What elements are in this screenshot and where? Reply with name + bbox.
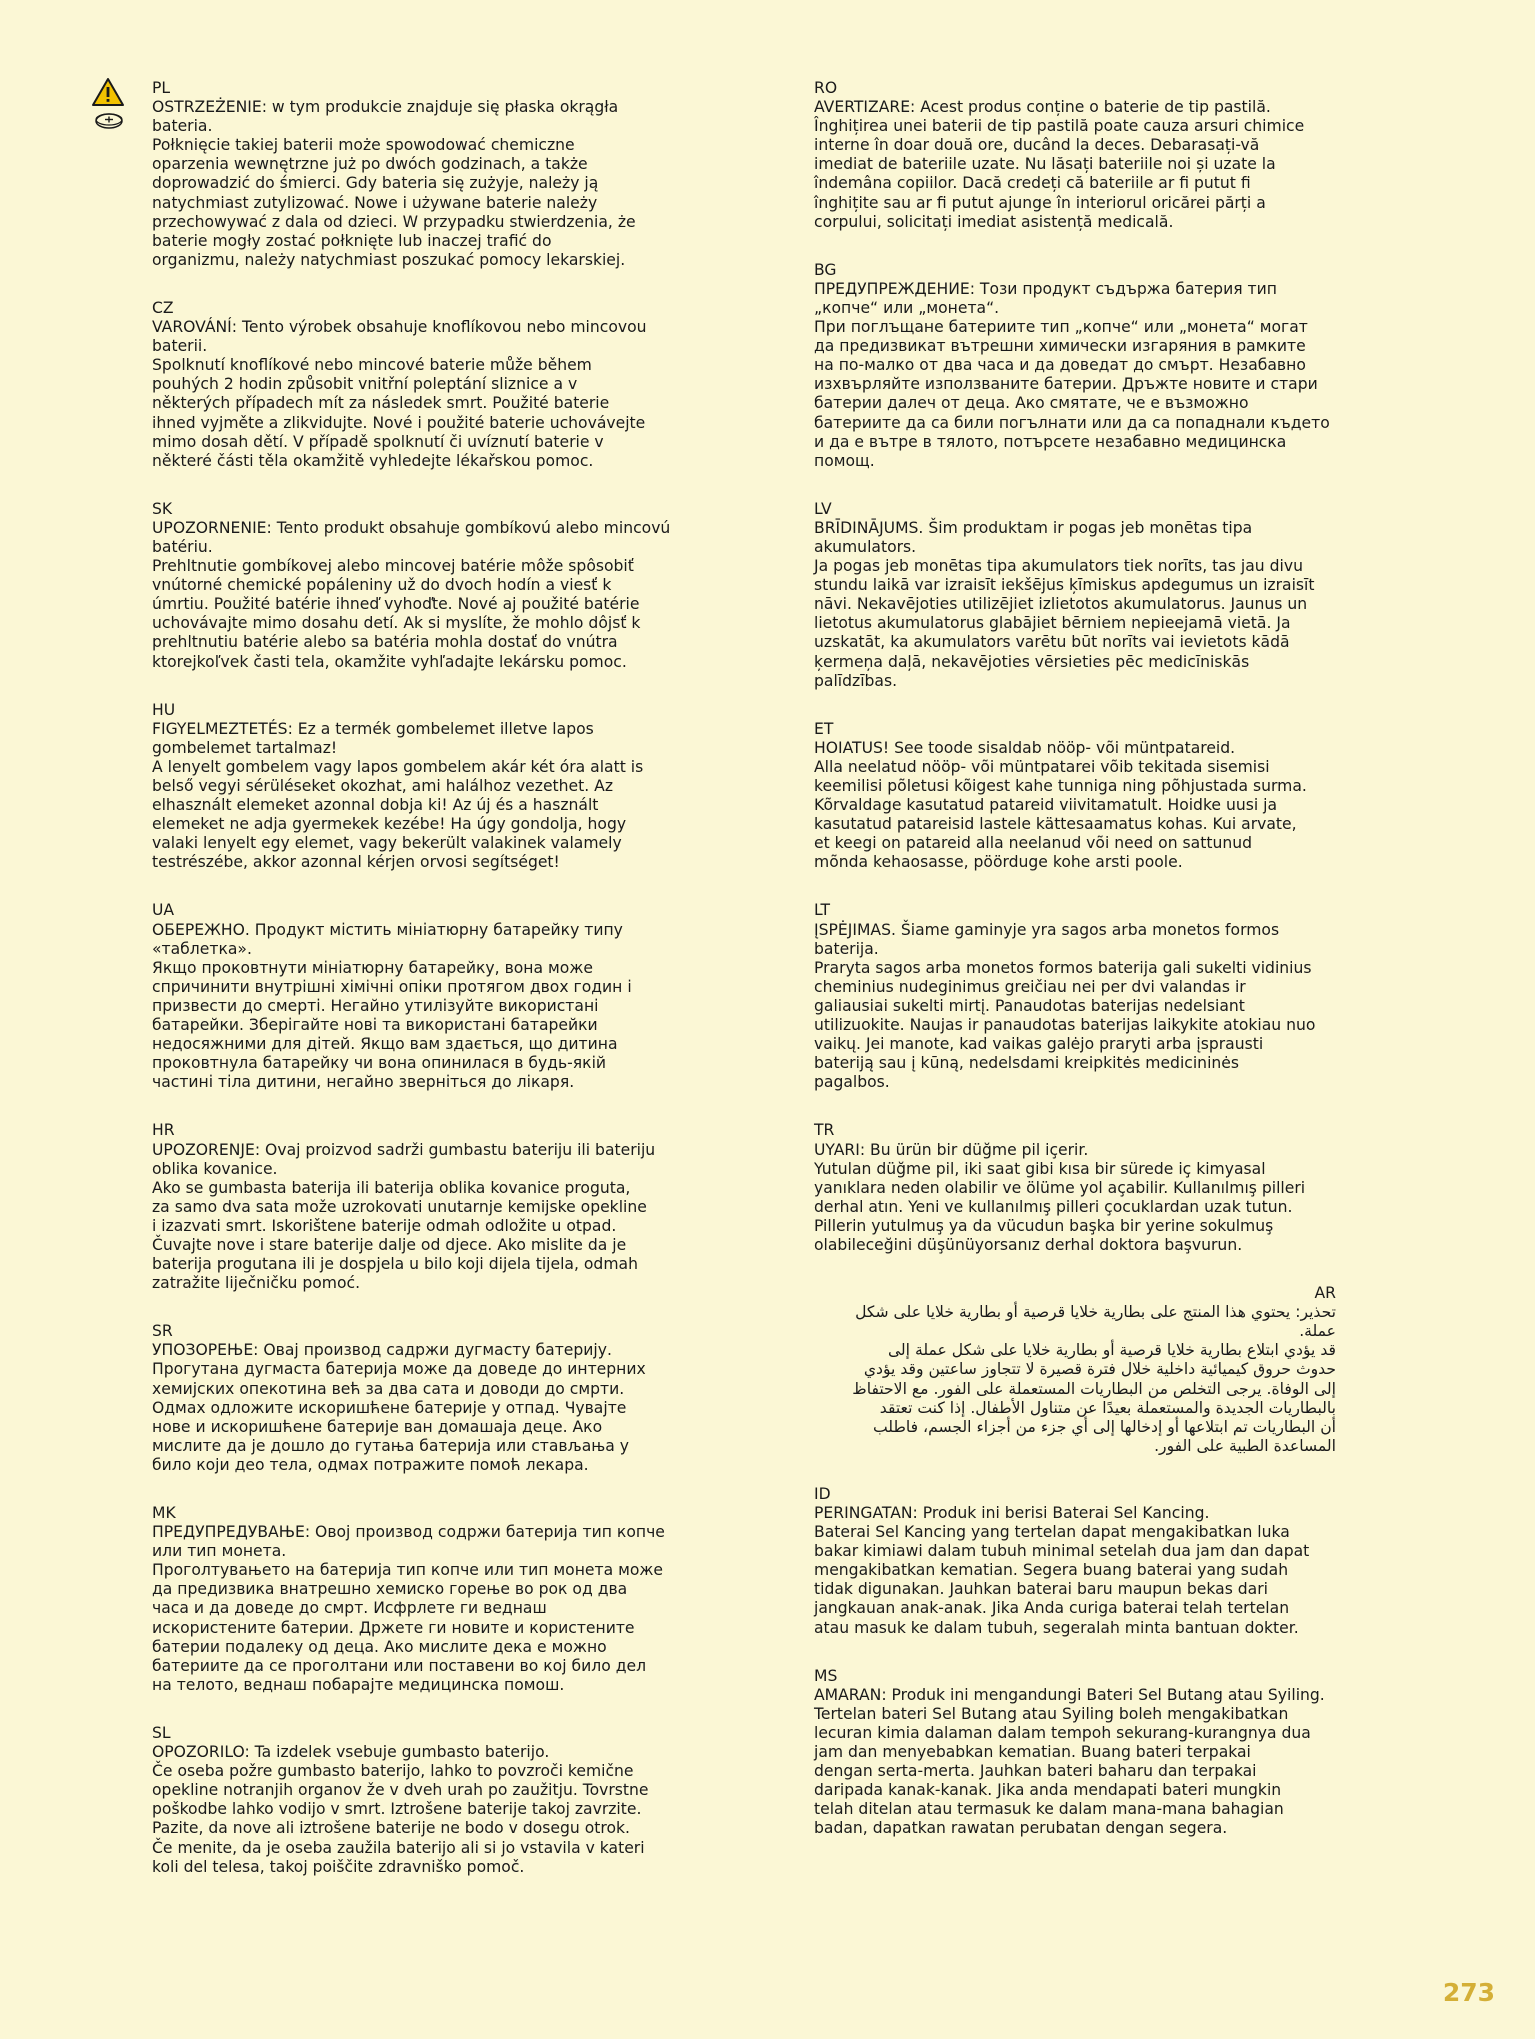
warning-heading: AMARAN: Produk ini mengandungi Bateri Sel Butang atau Syiling.: [814, 1685, 1325, 1704]
language-code: MS: [814, 1666, 838, 1685]
warning-block-mk: [152, 1504, 680, 1695]
warning-heading: УПОЗОРЕЊЕ: Овај производ садржи дугмасту батерију.: [152, 1341, 612, 1360]
warning-heading: AVERTIZARE: Acest produs conține o baterie de tip pastilă.: [814, 98, 1271, 117]
warning-block-hr: [152, 1121, 680, 1293]
page-number: 273: [1442, 1978, 1495, 2007]
warning-block-bg: [814, 261, 1336, 471]
warning-heading: تحذير: يحتوي هذا المنتج على بطارية خلايا قرصية أو بطارية خلايا على شكل عملة.: [855, 1303, 1336, 1341]
warning-block-cz: [152, 299, 680, 471]
language-code: RO: [814, 79, 838, 97]
language-code: BG: [814, 260, 837, 279]
warning-body: Прогутана дугмаста батерија може да доведе до интерних хемијских опекотина већ за два сата и доводи до смрти. Одмах одложите искоришћене батерије у отпад. Чувајте нове и искоришћене батерије ван домашаја деце. Ако мислите да је дошло до гутања батерија или стављања у било који део тела, одмах потражите помоћ лекара.: [152, 1360, 646, 1474]
warning-heading: ПРЕДУПРЕЖДЕНИЕ: Този продукт съдържа батерия тип „копче“ или „монета“.: [814, 279, 1277, 317]
warning-body: Baterai Sel Kancing yang tertelan dapat mengakibatkan luka bakar kimiawi dalam tubuh minimal setelah dua jam dan dapat mengakibatkan kematian. Segera buang baterai yang sudah tidak digunakan. Jauhkan baterai baru maupun bekas dari jangkauan anak-anak. Jika Anda curiga baterai telah tertelan atau masuk ke dalam tubuh, segeralah minta bantuan dokter.: [814, 1523, 1310, 1637]
language-code: SR: [152, 1322, 173, 1341]
warning-heading: FIGYELMEZTETÉS: Ez a termék gombelemet illetve lapos gombelemet tartalmaz!: [152, 719, 594, 757]
warning-heading: ОБЕРЕЖНО. Продукт містить мініатюрну батарейку типу «таблетка».: [152, 920, 623, 958]
language-code: ET: [814, 719, 834, 738]
language-code: HU: [152, 700, 176, 719]
warning-body: Prehltnutie gombíkovej alebo mincovej batérie môže spôsobiť vnútorné chemické popáleniny už do dvoch hodín a viesť k úmrtiu. Použité batérie ihneď vyhoďte. Nové aj použité batérie uchovávajte mimo dosahu detí. Ak si myslíte, že mohlo dôjsť k prehltnutiu batérie alebo sa batéria mohla dostať do vnútra ktorejkoľvek časti tela, okamžite vyhľadajte lekársku pomoc.: [152, 557, 641, 671]
language-code: TR: [814, 1121, 835, 1140]
warning-block-ua: [152, 901, 680, 1092]
warning-body: Ako se gumbasta baterija ili baterija oblika kovanice proguta, za samo dva sata može uzrokovati unutarnje kemijske opekline i izazvati smrt. Iskorištene baterije odmah odložite u otpad. Čuvajte nove i stare baterije dalje od djece. Ako mislite da je baterija progutana ili je dospjela u bilo koji dijela tijela, odmah zatražite liječničku pomoć.: [152, 1178, 647, 1293]
language-code: ID: [814, 1484, 831, 1503]
warning-body: Spolknutí knoflíkové nebo mincové baterie může během pouhých 2 hodin způsobit vnitřní poleptání sliznice a v některých případech mít za následek smrt. Použité baterie ihned vyjměte a zlikvidujte. Nové i použité baterie uchovávejte mimo dosah dětí. V případě spolknutí či uvíznutí baterie v některé části těla okamžitě vyhledejte lékařskou pomoc.: [152, 356, 646, 470]
warning-body: Проголтувањето на батерија тип копче или тип монета може да предизвика внатрешно хемиско горење во рок од два часа и да доведе до смрт. Исфрлете ги веднаш искористените батерии. Држете ги новите и користените батерии подалеку од деца. Ако мислите дека е можно батериите да се проголтани или поставени во кој било дел на телото, веднаш побарајте медицинска помош.: [152, 1561, 664, 1694]
warning-block-lt: [814, 901, 1336, 1092]
left-column: [152, 79, 680, 1906]
warning-heading: OPOZORILO: Ta izdelek vsebuje gumbasto baterijo.: [152, 1743, 550, 1762]
language-code: MK: [152, 1504, 176, 1522]
warning-body: Înghițirea unei baterii de tip pastilă poate cauza arsuri chimice interne în doar două ore, ducând la deces. Debarasați-vă imediat de bateriile uzate. Nu lăsați bateriile noi și uzate la îndemâna copiilor. Dacă credeți că bateriile ar fi putut fi înghițite sau ar fi putut ajunge în interiorul oricărei părți a corpului, solicitați imediat asistență medicală.: [814, 117, 1305, 231]
warning-heading: ПРЕДУПРЕДУВАЊЕ: Овој производ содржи батерија тип копче или тип монета.: [152, 1523, 665, 1561]
warning-block-tr: [814, 1121, 1336, 1255]
warning-body: Tertelan bateri Sel Butang atau Syiling boleh mengakibatkan lecuran kimia dalaman dalam tempoh sekurang-kurangnya dua jam dan menyebabkan kematian. Buang bateri terpakai dengan serta-merta. Jauhkan bateri baharu dan terpakai daripada kanak-kanak. Jika anda mendapati bateri mungkin telah ditelan atau termasuk ke dalam mana-mana bahagian badan, dapatkan rawatan perubatan dengan segera.: [814, 1704, 1311, 1838]
language-code: CZ: [152, 298, 174, 317]
warning-heading: PERINGATAN: Produk ini berisi Baterai Sel Kancing.: [814, 1504, 1210, 1522]
warning-body: Połknięcie takiej baterii może spowodować chemiczne oparzenia wewnętrzne już po dwóch godzinach, a także doprowadzić do śmierci. Gdy bateria się zużyje, należy ją natychmiast zutylizować. Nowe i używane baterie należy przechowywać z dala od dzieci. W przypadku stwierdzenia, że baterie mogły zostać połknięte lub inaczej trafić do organizmu, należy natychmiast poszukać pomocy lekarskiej.: [152, 136, 636, 269]
warning-heading: VAROVÁNÍ: Tento výrobek obsahuje knoflíkovou nebo mincovou baterii.: [152, 318, 647, 356]
warning-block-hu: [152, 701, 680, 873]
warning-body: Praryta sagos arba monetos formos baterija gali sukelti vidinius cheminius nudeginimus greičiau nei per dvi valandas ir galiausiai sukelti mirtį. Panaudotas baterijas nedelsiant utilizuokite. Naujas ir panaudotas baterijas laikykite atokiau nuo vaikų. Jei manote, kad vaikas galėjo praryti arba įsprausti bateriją sau į kūną, nedelsdami kreipkitės medicininės pagalbos.: [814, 958, 1316, 1092]
warning-block-ro: [814, 79, 1336, 232]
warning-block-ar: [814, 1284, 1336, 1456]
warning-body: Če oseba požre gumbasto baterijo, lahko to povzroči kemične opekline notranjih organov že v dveh urah po zaužitju. Tovrstne poškodbe lahko vodijo v smrt. Iztrošene baterije takoj zavrzite. Pazite, da nove ali iztrošene baterije ne bodo v dosegu otrok. Če menite, da je oseba zaužila baterijo ali si jo vstavila v kateri koli del telesa, takoj poiščite zdravniško pomoč.: [152, 1762, 649, 1876]
warning-body: Ja pogas jeb monētas tipa akumulators tiek norīts, tas jau divu stundu laikā var izraisīt iekšējus ķīmiskus apdegumus un izraisīt nāvi. Nekavējoties utilizējiet izlietotos akumulatorus. Jaunus un lietotus akumulatorus glabājiet bērniem nepieejamā vietā. Ja uzskatāt, ka akumulators varētu būt norīts vai ievietots kādā ķermeņa daļā, nekavējoties vērsieties pēc medicīniskās palīdzības.: [814, 557, 1315, 690]
language-code: AR: [1314, 1284, 1336, 1303]
warning-triangle-icon: [91, 77, 125, 107]
language-code: PL: [152, 79, 171, 97]
warning-heading: UYARI: Bu ürün bir düğme pil içerir.: [814, 1140, 1089, 1159]
warning-block-et: [814, 720, 1336, 873]
warning-body: A lenyelt gombelem vagy lapos gombelem akár két óra alatt is belső vegyi sérüléseket okozhat, ami halálhoz vezethet. Az elhasznált elemeket azonnal dobja ki! Az új és a használt elemeket ne adja gyermekek kezébe! Ha úgy gondolja, hogy valaki lenyelt egy elemet, vagy bekerült valakinek valamely testrészébe, akkor azonnal kérjen orvosi segítséget!: [152, 757, 644, 872]
language-code: LT: [814, 901, 831, 920]
warning-block-sr: [152, 1322, 680, 1475]
warning-heading: OSTRZEŻENIE: w tym produkcie znajduje się płaska okrągła bateria.: [152, 98, 619, 136]
warning-heading: HOIATUS! See toode sisaldab nööp- või müntpatareid.: [814, 738, 1236, 757]
warning-block-sl: [152, 1724, 680, 1877]
warning-heading: UPOZORNENIE: Tento produkt obsahuje gombíkovú alebo mincovú batériu.: [152, 518, 671, 556]
warning-heading: BRĪDINĀJUMS. Šim produktam ir pogas jeb monētas tipa akumulators.: [814, 518, 1253, 556]
warning-body: Якщо проковтнути мініатюрну батарейку, вона може спричинити внутрішні хімічні опіки протягом двох годин і призвести до смерті. Негайно утилізуйте використані батарейки. Зберігайте нові та використані батарейки недосяжними для дітей. Якщо вам здається, що дитина проковтнула батарейку чи вона опинилася в будь-якій частині тіла дитини, негайно зверніться до лікаря.: [152, 958, 632, 1092]
warning-body: قد يؤدي ابتلاع بطارية خلايا قرصية أو بطارية خلايا على شكل عملة إلى حدوث حروق كيميائية داخلية خلال فترة قصيرة لا تتجاوز ساعتين وقد يؤدي إلى الوفاة. يرجى التخلص من البطاريات المستعملة على الفور. مع الاحتفاظ بالبطاريات الجديدة والمستعملة بعيدًا عن متناول الأطفال. إذا كنت تعتقد أن البطاريات تم ابتلاعها أو إدخالها إلى أي جزء من أجزاء الجسم، فاطلب المساعدة الطبية على الفور.: [852, 1341, 1336, 1455]
language-code: LV: [814, 499, 832, 518]
language-code: SL: [152, 1723, 171, 1742]
warning-block-ms: [814, 1667, 1336, 1839]
warning-body: Alla neelatud nööp- või müntpatarei võib tekitada sisemisi keemilisi põletusi kõigest kahe tunniga ning põhjustada surma. Kõrvaldage kasutatud patareid viivitamatult. Hoidke uusi ja kasutatud patareisid lastele kättesaamatus kohas. Kui arvate, et keegi on patareid alla neelanud või need on sattunud mõnda kehaosasse, pöörduge kohe arsti poole.: [814, 757, 1307, 872]
warning-body: При поглъщане батериите тип „копче“ или „монета“ могат да предизвикат вътрешни химически изгаряния в рамките на по-малко от два часа и да доведат до смърт. Незабавно изхвърляйте използваните батерии. Дръжте новите и стари батерии далеч от деца. Ако смятате, че е възможно батериите да са били погълнати или да са попаднали където и да е вътре в тялото, потърсете незабавно медицинска помощ.: [814, 318, 1330, 470]
right-column: [814, 79, 1336, 1868]
warning-body: Yutulan düğme pil, iki saat gibi kısa bir sürede iç kimyasal yanıklara neden olabilir ve ölüme yol açabilir. Kullanılmış pilleri derhal atın. Yeni ve kullanılmış pilleri çocuklardan uzak tutun. Pillerin yutulmuş ya da vücudun başka bir yerine sokulmuş olabileceğini düşünüyorsanız derhal doktora başvurun.: [814, 1159, 1306, 1254]
warning-block-lv: [814, 500, 1336, 691]
language-code: UA: [152, 901, 175, 920]
language-code: SK: [152, 499, 173, 518]
warning-icons: [91, 77, 127, 131]
warning-block-id: [814, 1485, 1336, 1638]
language-code: HR: [152, 1121, 175, 1140]
warning-block-pl: [152, 79, 680, 270]
warning-heading: ĮSPĖJIMAS. Šiame gaminyje yra sagos arba monetos formos baterija.: [814, 920, 1280, 958]
warning-block-sk: [152, 500, 680, 672]
coin-battery-icon: [94, 111, 124, 131]
warning-heading: UPOZORENJE: Ovaj proizvod sadrži gumbastu bateriju ili bateriju oblika kovanice.: [152, 1140, 656, 1178]
